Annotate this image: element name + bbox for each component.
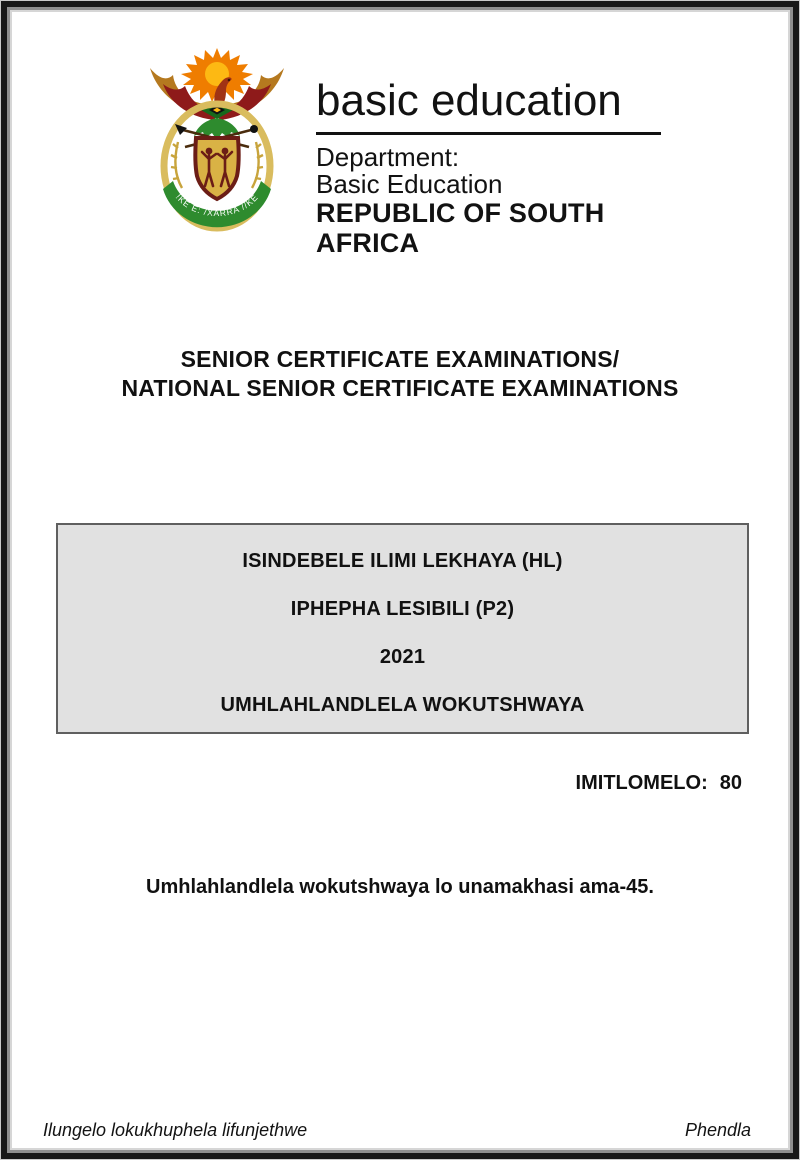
marks-value: 80 (719, 772, 742, 794)
marks-line (576, 772, 742, 795)
marks-label: IMITLOMELO: (575, 772, 708, 794)
department-label: Department: (316, 142, 460, 173)
brand-underline (316, 132, 661, 135)
brand-name: basic education (316, 76, 622, 125)
subject-name: ISINDEBELE ILIMI LEKHAYA (HL) (242, 550, 563, 572)
turn-over-label: Phendla (684, 1120, 751, 1140)
paper-number: IPHEPHA LESIBILI (P2) (290, 598, 515, 620)
coat-of-arms-logo (147, 43, 287, 235)
exam-year: 2021 (379, 646, 426, 668)
document-type: UMHLAHLANDLELA WOKUTSHWAYA (220, 694, 585, 716)
logo-motto-text: !KE E: /XARRA //KE (173, 191, 261, 219)
department-wordmark (316, 77, 676, 258)
subject-box (56, 523, 749, 734)
page-footer (43, 1120, 751, 1141)
copyright-notice: Ilungelo lokukhuphela lifunjethwe (43, 1120, 308, 1140)
exam-title (1, 345, 799, 403)
exam-title-line2: NATIONAL SENIOR CERTIFICATE EXAMINATIONS (121, 375, 679, 401)
country-name: REPUBLIC OF SOUTH AFRICA (316, 198, 605, 259)
shield-icon (195, 138, 238, 199)
exam-title-line1: SENIOR CERTIFICATE EXAMINATIONS/ (180, 346, 620, 372)
department-name: Basic Education (316, 169, 503, 200)
page-count-note: Umhlahlandlela wokutshwaya lo unamakhasi ama-45. (146, 876, 654, 898)
